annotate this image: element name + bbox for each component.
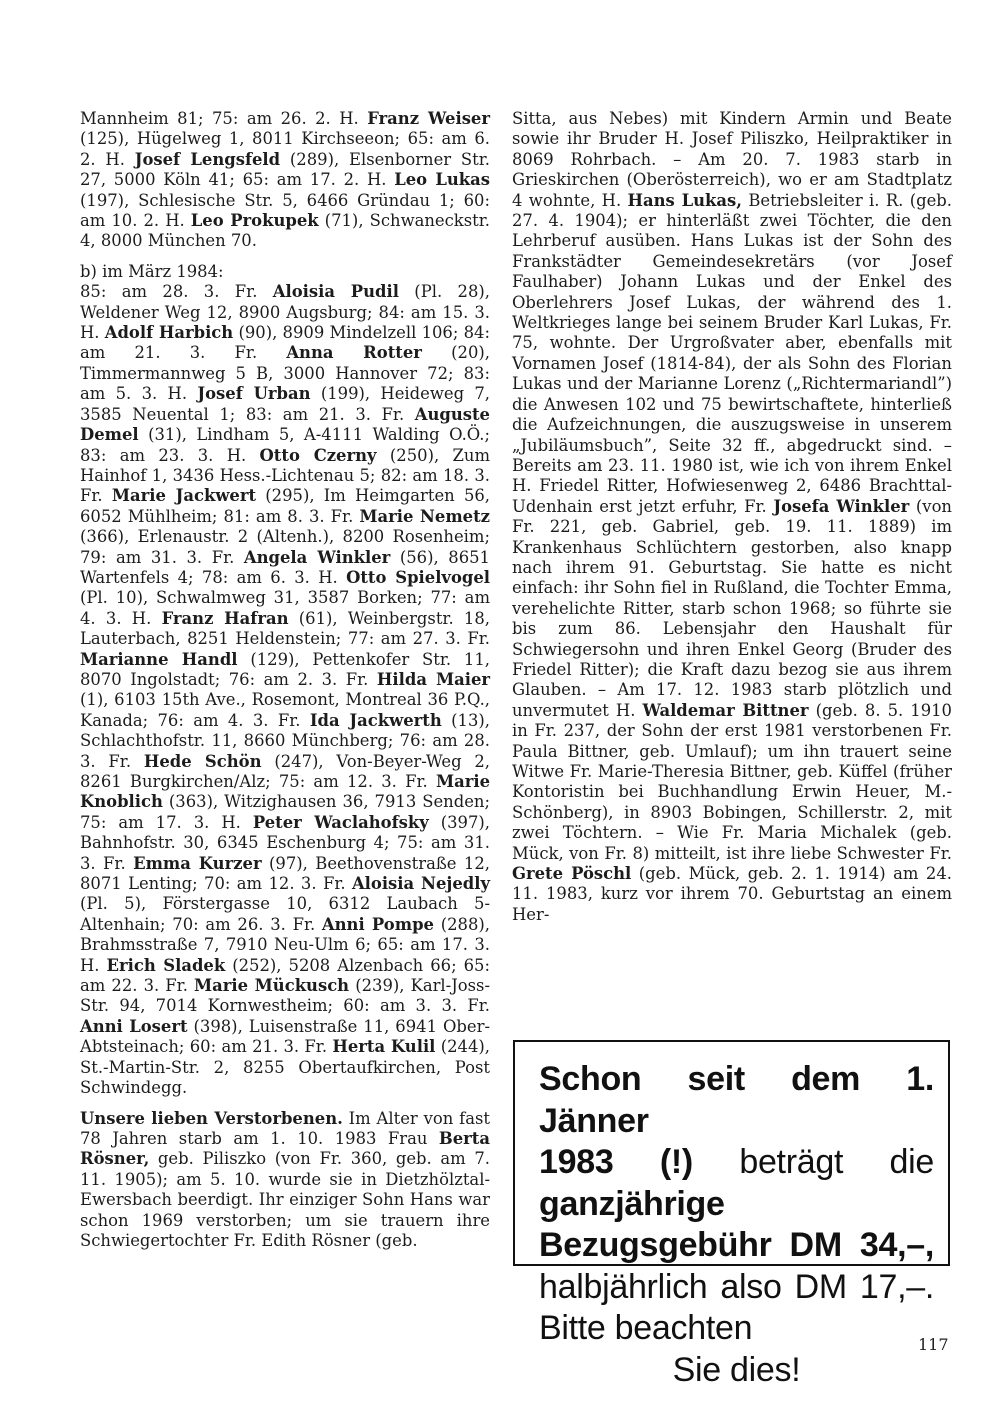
page-number: 117 xyxy=(918,1335,949,1354)
obituaries-continued: Sitta, aus Nebes) mit Kindern Armin und Beate sowie ihr Bruder H. Josef Piliszko, Heilpraktiker in 8069 Rohrbach. – Am 20. 7. 1983 starb in Grieskirchen (Oberösterreich), wo er am Stadtplatz 4 wohnte, H. Hans Lukas, Betriebsleiter i. R. (geb. 27. 4. 1904); er hinterläßt zwei Töchter, die den Lehrberuf ausüben. Hans Lukas ist der Sohn des Frankstädter Gemeindesekretärs (vor Josef Faulhaber) Johann Lukas und der Enkel des Oberlehrers Josef Lukas, der während des 1. Weltkrieges lange bei seinem Bruder Karl Lukas, Fr. 75, wohnte. Der Urgroßvater aber, ebenfalls mit Vornamen Josef (1814-84), der als Sohn des Florian Lukas und der Marianne Lorenz („Richtermariandl”) die Anwesen 102 und 75 bewirtschaftete, hinterließ die Aufzeichnungen, die auszugsweise in unserem „Jubiläumsbuch”, Seite 32 ff., abgedruckt sind. – Bereits am 23. 11. 1980 ist, wie ich von ihrem Enkel H. Friedel Ritter, Hofwiesenweg 2, 6486 Brachttal-Udenhain erst jetzt erfuhr, Fr. Josefa Winkler (von Fr. 221, geb. Gabriel, geb. 19. 11. 1889) im Krankenhaus Schlüchtern gestorben, also knapp nach ihrem 91. Geburtstag. Sie hatte es nicht einfach: ihr Sohn fiel in Rußland, die Tochter Emma, verehelichte Ritter, starb schon 1968; so führte sie bis zum 86. Lebensjahr den Haushalt für Schwiegersohn und ihren Enkel Georg (Bruder des Friedel Ritter); die Kraft dazu bezog sie aus ihrem Glauben. – Am 17. 12. 1983 starb plötzlich und unvermutet H. Waldemar Bittner (geb. 8. 5. 1910 in Fr. 237, der Sohn der erst 1981 verstorbenen Fr. Paula Bittner, geb. Umlauf); um ihn trauert seine Witwe Fr. Marie-Theresia Bittner, geb. Küffel (früher Kontoristin bei Buchhandlung Erwin Heuer, M.-Schönberg), in 8903 Bobingen, Schillerstr. 2, mit zwei Töchtern. – Wie Fr. Maria Michalek (geb. Mück, von Fr. 8) mitteilt, ist ihre liebe Schwester Fr. Grete Pöschl (geb. Mück, geb. 2. 1. 1914) am 24. 11. 1983, kurz vor ihrem 70. Geburtstag an einem Her- xyxy=(512,109,953,924)
birthday-list-march: 85: am 28. 3. Fr. Aloisia Pudil (Pl. 28), Weldener Weg 12, 8900 Augsburg; 84: am 15. 3. H. Adolf Harbich (90), 8909 Mindelzell 106; 84: am 21. 3. Fr. Anna Rotter (20), Timmermannweg 5 B, 3000 Hannover 72; 83: am 5. 3. H. Josef Urban (199), Heideweg 7, 3585 Neuental 1; 83: am 21. 3. Fr. Auguste Demel (31), Lindham 5, A-4111 Walding O.Ö.; 83: am 23. 3. H. Otto Czerny (250), Zum Hainhof 1, 3436 Hess.-Lichtenau 5; 82: am 18. 3. Fr. Marie Jackwert (295), Im Heimgarten 56, 6052 Mühlheim; 81: am 8. 3. Fr. Marie Nemetz (366), Erlenaustr. 2 (Altenh.), 8200 Rosenheim; 79: am 31. 3. Fr. Angela Winkler (56), 8651 Wartenfels 4; 78: am 6. 3. H. Otto Spielvogel (Pl. 10), Schwalmweg 31, 3587 Borken; 77: am 4. 3. H. Franz Hafran (61), Weinbergstr. 18, Lauterbach, 8251 Heldenstein; 77: am 27. 3. Fr. Marianne Handl (129), Pettenkofer Str. 11, 8070 Ingolstadt; 76: am 2. 3. Fr. Hilda Maier (1), 6103 15th Ave., Rosemont, Montreal 36 P.Q., Kanada; 76: am 4. 3. Fr. Ida Jackwerth (13), Schlachthofstr. 11, 8660 Münchberg; 76: am 28. 3. Fr. Hede Schön (247), Von-Beyer-Weg 2, 8261 Burgkirchen/Alz; 75: am 12. 3. Fr. Marie Knoblich (363), Witzighausen 36, 7913 Senden; 75: am 17. 3. H. Peter Waclahofsky (397), Bahnhofstr. 30, 6345 Eschenburg 4; 75: am 31. 3. Fr. Emma Kurzer (97), Beethovenstraße 12, 8071 Lenting; 70: am 12. 3. Fr. Aloisia Nejedly (Pl. 5), Förstergasse 10, 6312 Laubach 5-Altenhain; 70: am 26. 3. Fr. Anni Pompe (288), Brahmsstraße 7, 7910 Neu-Ulm 6; 65: am 17. 3. H. Erich Sladek (252), 5208 Alzenbach 66; 65: am 22. 3. Fr. Marie Mückusch (239), Karl-Joss-Str. 94, 7014 Kornwestheim; 60: am 3. 3. Fr. Anni Losert (398), Luisenstraße 11, 6941 Ober-Abtsteinach; 60: am 21. 3. Fr. Herta Kulil (244), St.-Martin-Str. 2, 8255 Obertaufkirchen, Post Schwindegg. xyxy=(80,282,491,1098)
section-heading-march: b) im März 1984: xyxy=(80,261,224,281)
left-column xyxy=(80,109,490,1251)
right-column xyxy=(512,109,952,925)
obituaries-heading: Unsere lieben Verstorbenen. xyxy=(80,1108,343,1128)
obituaries-paragraph: Unsere lieben Verstorbenen. Im Alter von fast 78 Jahren starb am 1. 10. 1983 Frau Berta Rösner, geb. Piliszko (von Fr. 360, geb. am 7. 11. 1905); am 5. 10. wurde sie in Dietzhölztal-Ewersbach beerdigt. Ihr einziger Sohn Hans war schon 1969 verstorben; um sie trauern ihre Schwiegertochter Fr. Edith Rösner (geb. xyxy=(80,1108,490,1250)
birthday-list-february: Mannheim 81; 75: am 26. 2. H. Franz Weiser (125), Hügelweg 1, 8011 Kirchseeon; 65: am 6. 2. H. Josef Lengsfeld (289), Elsenborner Str. 27, 5000 Köln 41; 65: am 17. 2. H. Leo Lukas (197), Schlesische Str. 5, 6466 Gründau 1; 60: am 10. 2. H. Leo Prokupek (71), Schwaneckstr. 4, 8000 München 70. xyxy=(80,109,490,251)
subscription-fee-notice: Schon seit dem 1. Jänner 1983 (!) beträgt die ganzjährige Bezugsgebühr DM 34,–, halbjährlich also DM 17,–. Bitte beachten Sie dies! xyxy=(513,1040,950,1266)
